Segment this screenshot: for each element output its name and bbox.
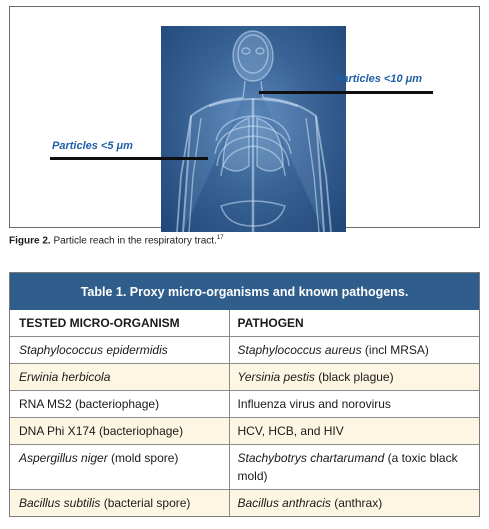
table-row bbox=[10, 417, 479, 444]
pathogen-plain-text: (anthrax) bbox=[330, 495, 383, 510]
organism-italic-text: Staphylococcus epidermidis bbox=[19, 342, 168, 357]
organism-cell bbox=[10, 489, 229, 516]
table-row bbox=[10, 489, 479, 516]
organism-plain-text: (mold spore) bbox=[107, 450, 179, 465]
organism-cell bbox=[10, 417, 229, 444]
label-particles-10um: Particles <10 μm bbox=[335, 73, 423, 85]
pathogen-cell bbox=[229, 417, 479, 444]
pathogen-plain-text: HCV, HCB, and HIV bbox=[237, 423, 344, 438]
column-header-organism: TESTED MICRO-ORGANISM bbox=[10, 310, 229, 336]
figure-frame bbox=[9, 6, 480, 228]
pathogen-plain-text: Influenza virus and norovirus bbox=[237, 396, 391, 411]
organism-cell bbox=[10, 363, 229, 390]
pathogen-cell bbox=[229, 363, 479, 390]
pathogen-italic-text: Staphylococcus aureus bbox=[237, 342, 362, 357]
table-row bbox=[10, 444, 479, 489]
organism-plain-text: RNA MS2 (bacteriophage) bbox=[19, 396, 160, 411]
organism-cell bbox=[10, 336, 229, 363]
xray-body-image bbox=[161, 26, 346, 232]
pathogen-table bbox=[9, 272, 480, 517]
pathogen-cell bbox=[229, 390, 479, 417]
pathogen-plain-text: (incl MRSA) bbox=[361, 342, 429, 357]
pathogen-plain-text: (black plague) bbox=[314, 369, 394, 384]
callout-line-10um bbox=[259, 91, 433, 94]
pathogen-cell bbox=[229, 489, 479, 516]
pathogen-cell bbox=[229, 336, 479, 363]
caption-text: Particle reach in the respiratory tract. bbox=[50, 235, 217, 247]
label-particles-5um: Particles <5 μm bbox=[52, 140, 133, 152]
pathogen-italic-text: Stachybotrys chartarumand bbox=[237, 450, 385, 465]
pathogen-plain-text: (a toxic black mold) bbox=[237, 450, 458, 483]
table-title: Table 1. Proxy micro-organisms and known pathogens. bbox=[10, 273, 479, 310]
pathogen-cell bbox=[229, 444, 479, 489]
caption-reference: 17 bbox=[216, 235, 224, 241]
organism-cell bbox=[10, 444, 229, 489]
column-header-pathogen: PATHOGEN bbox=[229, 310, 479, 336]
organism-plain-text: DNA Phi X174 (bacteriophage) bbox=[19, 423, 184, 438]
skeleton-illustration bbox=[161, 26, 346, 232]
table-row bbox=[10, 390, 479, 417]
table-row bbox=[10, 363, 479, 390]
organism-italic-text: Aspergillus niger bbox=[19, 450, 108, 465]
callout-line-5um bbox=[50, 157, 208, 160]
table-row bbox=[10, 336, 479, 363]
figure-caption bbox=[9, 235, 224, 246]
organism-plain-text: (bacterial spore) bbox=[100, 495, 191, 510]
pathogen-italic-text: Yersinia pestis bbox=[237, 369, 315, 384]
organism-cell bbox=[10, 390, 229, 417]
pathogen-italic-text: Bacillus anthracis bbox=[237, 495, 331, 510]
caption-label: Figure 2. bbox=[9, 235, 51, 247]
organism-italic-text: Bacillus subtilis bbox=[19, 495, 101, 510]
organism-italic-text: Erwinia herbicola bbox=[19, 369, 111, 384]
table-body bbox=[10, 310, 479, 516]
table-header-row bbox=[10, 310, 479, 336]
